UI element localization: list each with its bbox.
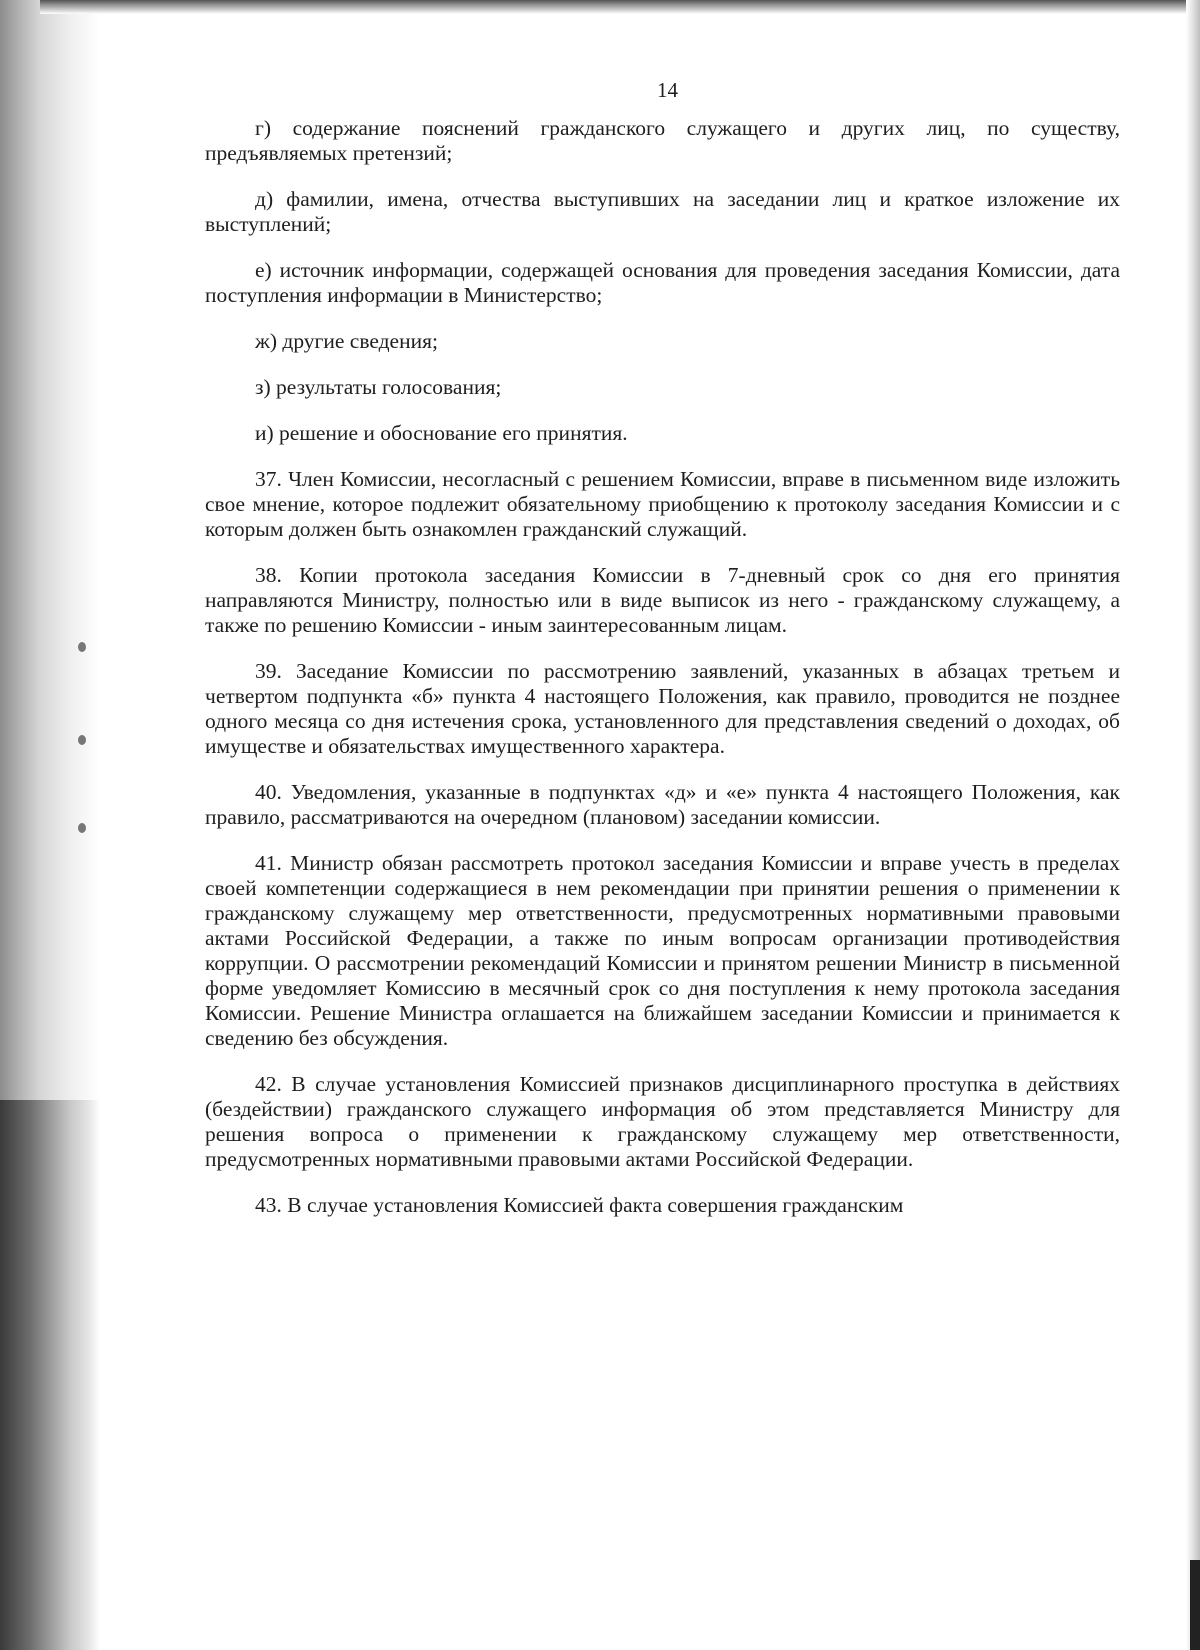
paragraph-41: 41. Министр обязан рассмотреть протокол заседания Комиссии и вправе учесть в пределах своей компетенции содержащиеся в нем рекомендации при принятии решения о применении к гражданскому служащему мер ответственности, предусмотренных нормативными правовыми актами Российской Федерации, а также по иным вопросам организации противодействия коррупции. О рассмотрении рекомендаций Комиссии и принятом решении Министр в письменной форме уведомляет Комиссию в месячный срок со дня поступления к нему протокола заседания Комиссии. Решение Министра оглашается на ближайшем заседании Комиссии и принимается к сведению без обсуждения. [205,851,1120,1050]
paragraph-zh: ж) другие сведения; [255,329,438,353]
paragraph-i: и) решение и обоснование его принятия. [255,421,628,445]
paragraph-g: г) содержание пояснений гражданского служащего и других лиц, по существу, предъявляемых претензий; [205,116,1120,165]
scan-right-edge [1186,0,1200,1650]
document-body [205,116,1120,1218]
punch-hole-mark [78,823,86,833]
paragraph-e: е) источник информации, содержащей основания для проведения заседания Комиссии, дата поступления информации в Министерство; [205,258,1120,307]
paragraph-43: 43. В случае установления Комиссией факта совершения гражданским [255,1193,904,1217]
scan-top-edge [40,0,1200,14]
paragraph-d: д) фамилии, имена, отчества выступивших на заседании лиц и краткое изложение их выступлений; [205,187,1120,236]
paragraph-z: з) результаты голосования; [255,375,502,399]
punch-hole-mark [78,735,86,745]
paragraph-39: 39. Заседание Комиссии по рассмотрению заявлений, указанных в абзацах третьем и четвертом подпункта «б» пункта 4 настоящего Положения, как правило, проводится не позднее одного месяца со дня истечения срока, установленного для представления сведений о доходах, об имуществе и обязательствах имущественного характера. [205,659,1120,758]
page-number: 14 [657,78,678,102]
paragraph-37: 37. Член Комиссии, несогласный с решением Комиссии, вправе в письменном виде изложить свое мнение, которое подлежит обязательному приобщению к протоколу заседания Комиссии и с которым должен быть ознакомлен гражданский служащий. [205,467,1120,541]
scan-corner-mark [1190,1560,1200,1650]
punch-hole-mark [78,642,86,652]
paragraph-38: 38. Копии протокола заседания Комиссии в 7-дневный срок со дня его принятия направляются Министру, полностью или в виде выписок из него - гражданскому служащему, а также по решению Комиссии - иным заинтересованным лицам. [205,563,1120,637]
scan-binding-shadow [0,1100,100,1650]
paragraph-40: 40. Уведомления, указанные в подпунктах «д» и «е» пункта 4 настоящего Положения, как правило, рассматриваются на очередном (плановом) заседании комиссии. [205,780,1120,829]
paragraph-42: 42. В случае установления Комиссией признаков дисциплинарного проступка в действиях (бездействии) гражданского служащего информация об этом представляется Министру для решения вопроса о применении к гражданскому служащему мер ответственности, предусмотренных нормативными правовыми актами Российской Федерации. [205,1072,1120,1171]
